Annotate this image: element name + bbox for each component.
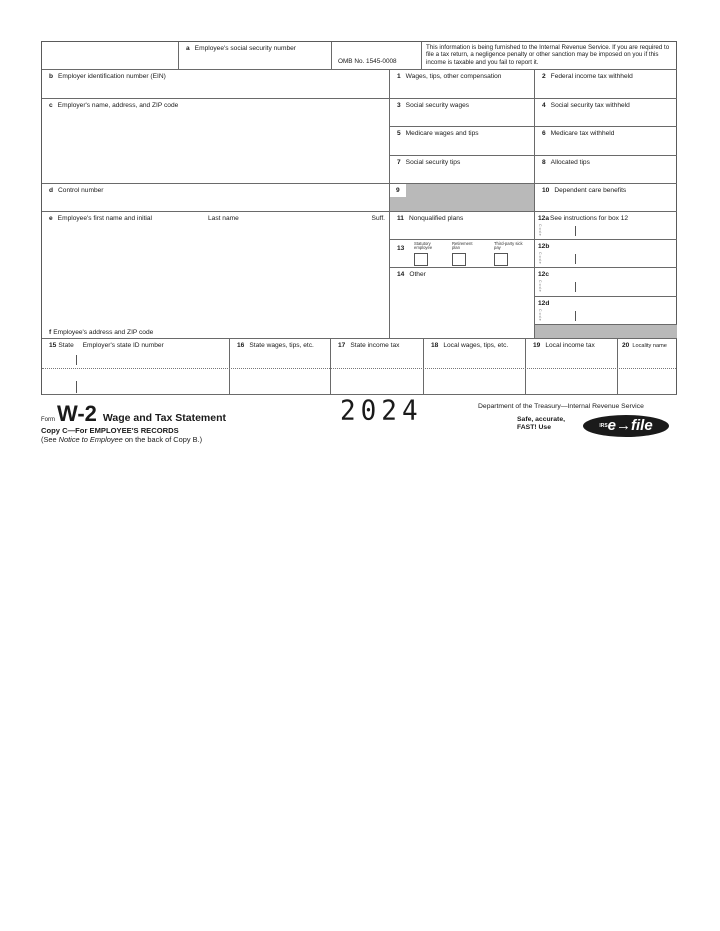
box-19-num: 19 [533, 342, 541, 349]
box-10-num: 10 [542, 187, 550, 194]
box-e-label: Employee's first name and initial [57, 215, 153, 222]
retirement-plan-checkbox[interactable] [452, 253, 466, 266]
box-9 [390, 184, 535, 212]
box-b-label: Employer identification number (EIN) [58, 73, 166, 80]
box-14[interactable] [390, 268, 535, 339]
box-13-num: 13 [397, 245, 405, 252]
copy-label: Copy C—For EMPLOYEE'S RECORDS [41, 426, 179, 435]
box-11-num: 11 [397, 215, 404, 222]
box-e-letter: e [49, 215, 53, 222]
tax-year: 2024 [340, 395, 423, 427]
box-f-address [49, 329, 153, 337]
state-divider-2 [76, 381, 77, 393]
box-3-label: Social security wages [405, 102, 470, 109]
box-12a[interactable] [535, 212, 677, 240]
code-label: C o d e [538, 224, 543, 236]
form-id: W-2 [57, 401, 97, 426]
box-2-num: 2 [542, 73, 546, 80]
code-divider [575, 254, 576, 264]
box-6-num: 6 [542, 130, 546, 137]
box-4-label: Social security tax withheld [550, 102, 630, 109]
box-20-num: 20 [622, 342, 630, 349]
box-12d-num: 12d [538, 300, 550, 307]
box-15-label: State [58, 342, 74, 349]
box-16[interactable] [230, 339, 331, 395]
box-8[interactable] [535, 156, 677, 184]
box-14-label: Other [409, 271, 426, 278]
box-18[interactable] [424, 339, 526, 395]
box-11[interactable] [390, 212, 535, 240]
box-18-num: 18 [431, 342, 439, 349]
box-a-ssn[interactable] [179, 42, 332, 70]
code-label: C o d e [538, 309, 543, 321]
box-17-label: State income tax [350, 342, 400, 349]
blank-top-left[interactable] [42, 42, 179, 70]
box-12a-num: 12a [538, 215, 550, 222]
box-16-num: 16 [237, 342, 245, 349]
irs-notice [422, 42, 677, 70]
box-a-label: Employee's social security number [194, 45, 296, 52]
shaded-area [535, 325, 677, 339]
state-divider-1 [76, 355, 77, 365]
box-7[interactable] [390, 156, 535, 184]
retirement-plan-label: Retirement plan [452, 241, 473, 251]
efile-text: e→file [607, 417, 653, 434]
see-post: on the back of Copy B.) [122, 435, 203, 444]
box-12b-num: 12b [538, 243, 550, 250]
box-f-letter: f [49, 329, 52, 337]
box-12a-label: See instructions for box 12 [550, 215, 629, 222]
box-17[interactable] [331, 339, 424, 395]
safe-line-1: Safe, accurate, [517, 416, 565, 423]
box-8-label: Allocated tips [550, 159, 590, 166]
code-label: C o d e [538, 280, 543, 292]
suffix-label: Suff. [371, 215, 385, 222]
safe-accurate-text [517, 416, 565, 432]
last-name-label: Last name [208, 215, 239, 222]
box-f-label: Employee's address and ZIP code [53, 329, 154, 337]
form-word: Form [41, 417, 55, 423]
box-6[interactable] [535, 127, 677, 156]
box-10[interactable] [535, 184, 677, 212]
efile-logo [583, 415, 669, 437]
box-16-label: State wages, tips, etc. [249, 342, 314, 349]
state-row-separator [42, 368, 676, 369]
box-4[interactable] [535, 99, 677, 127]
notice-text: This information is being furnished to the Internal Revenue Service. If you are required to file a tax return, a negligence penalty or other sanction may be imposed on you if this income is taxable and you fail to report it. [426, 44, 670, 66]
third-party-sick-pay-label: Third-party sick pay [494, 241, 523, 251]
box-8-num: 8 [542, 159, 546, 166]
state-id-label: Employer's state ID number [82, 342, 164, 349]
see-pre: (See [41, 435, 59, 444]
box-a-letter: a [186, 45, 190, 52]
box-5-label: Medicare wages and tips [405, 130, 479, 137]
form-title: Wage and Tax Statement [102, 412, 226, 424]
box-3-num: 3 [397, 102, 401, 109]
box-7-num: 7 [397, 159, 401, 166]
box-15[interactable] [42, 339, 230, 395]
box-6-label: Medicare tax withheld [550, 130, 615, 137]
box-d-control[interactable] [42, 184, 390, 212]
box-4-num: 4 [542, 102, 546, 109]
omb-number [332, 42, 422, 70]
code-divider [575, 226, 576, 236]
see-italic: Notice to Employee [58, 435, 123, 444]
box-1-num: 1 [397, 73, 401, 80]
box-14-num: 14 [397, 271, 405, 278]
box-12c-num: 12c [538, 271, 550, 278]
box-12b[interactable] [535, 240, 677, 268]
box-19[interactable] [526, 339, 618, 395]
box-b-ein[interactable] [42, 70, 390, 99]
box-5-num: 5 [397, 130, 401, 137]
box-1-label: Wages, tips, other compensation [405, 73, 502, 80]
department-label: Department of the Treasury—Internal Revenue Service [478, 403, 644, 410]
box-2[interactable] [535, 70, 677, 99]
box-12d[interactable] [535, 297, 677, 325]
box-d-label: Control number [58, 187, 104, 194]
w2-form [41, 41, 677, 395]
see-notice [41, 435, 226, 444]
box-5[interactable] [390, 127, 535, 156]
box-9-num: 9 [390, 184, 406, 197]
third-party-sick-pay [494, 242, 526, 266]
box-c-employer[interactable] [42, 99, 390, 184]
box-c-letter: c [49, 102, 53, 109]
statutory-employee-checkbox[interactable] [414, 253, 428, 266]
box-1[interactable] [390, 70, 535, 99]
box-7-label: Social security tips [405, 159, 461, 166]
code-label: C o d e [538, 252, 543, 264]
box-3[interactable] [390, 99, 535, 127]
box-17-num: 17 [338, 342, 346, 349]
third-party-sick-pay-checkbox[interactable] [494, 253, 508, 266]
box-20[interactable] [618, 339, 677, 395]
statutory-employee-label: Statutory employee [414, 241, 433, 251]
box-15-num: 15 [49, 342, 57, 349]
form-title-block [41, 401, 226, 444]
box-13 [390, 240, 535, 268]
retirement-plan [452, 242, 480, 266]
box-19-label: Local income tax [545, 342, 595, 349]
box-10-label: Dependent care benefits [554, 187, 627, 194]
box-d-letter: d [49, 187, 54, 194]
code-divider [575, 282, 576, 292]
box-11-label: Nonqualified plans [408, 215, 464, 222]
box-12c[interactable] [535, 268, 677, 297]
efile-irs: IRS [599, 423, 608, 429]
statutory-employee [414, 242, 442, 266]
box-e-f-employee[interactable] [42, 212, 390, 339]
box-2-label: Federal income tax withheld [550, 73, 633, 80]
box-18-label: Local wages, tips, etc. [443, 342, 509, 349]
safe-line-2: FAST! Use [517, 423, 551, 431]
box-c-label: Employer's name, address, and ZIP code [57, 102, 179, 109]
box-b-letter: b [49, 73, 54, 80]
omb-text: OMB No. 1545-0008 [338, 58, 397, 65]
code-divider [575, 311, 576, 321]
box-20-label: Locality name [632, 343, 667, 349]
